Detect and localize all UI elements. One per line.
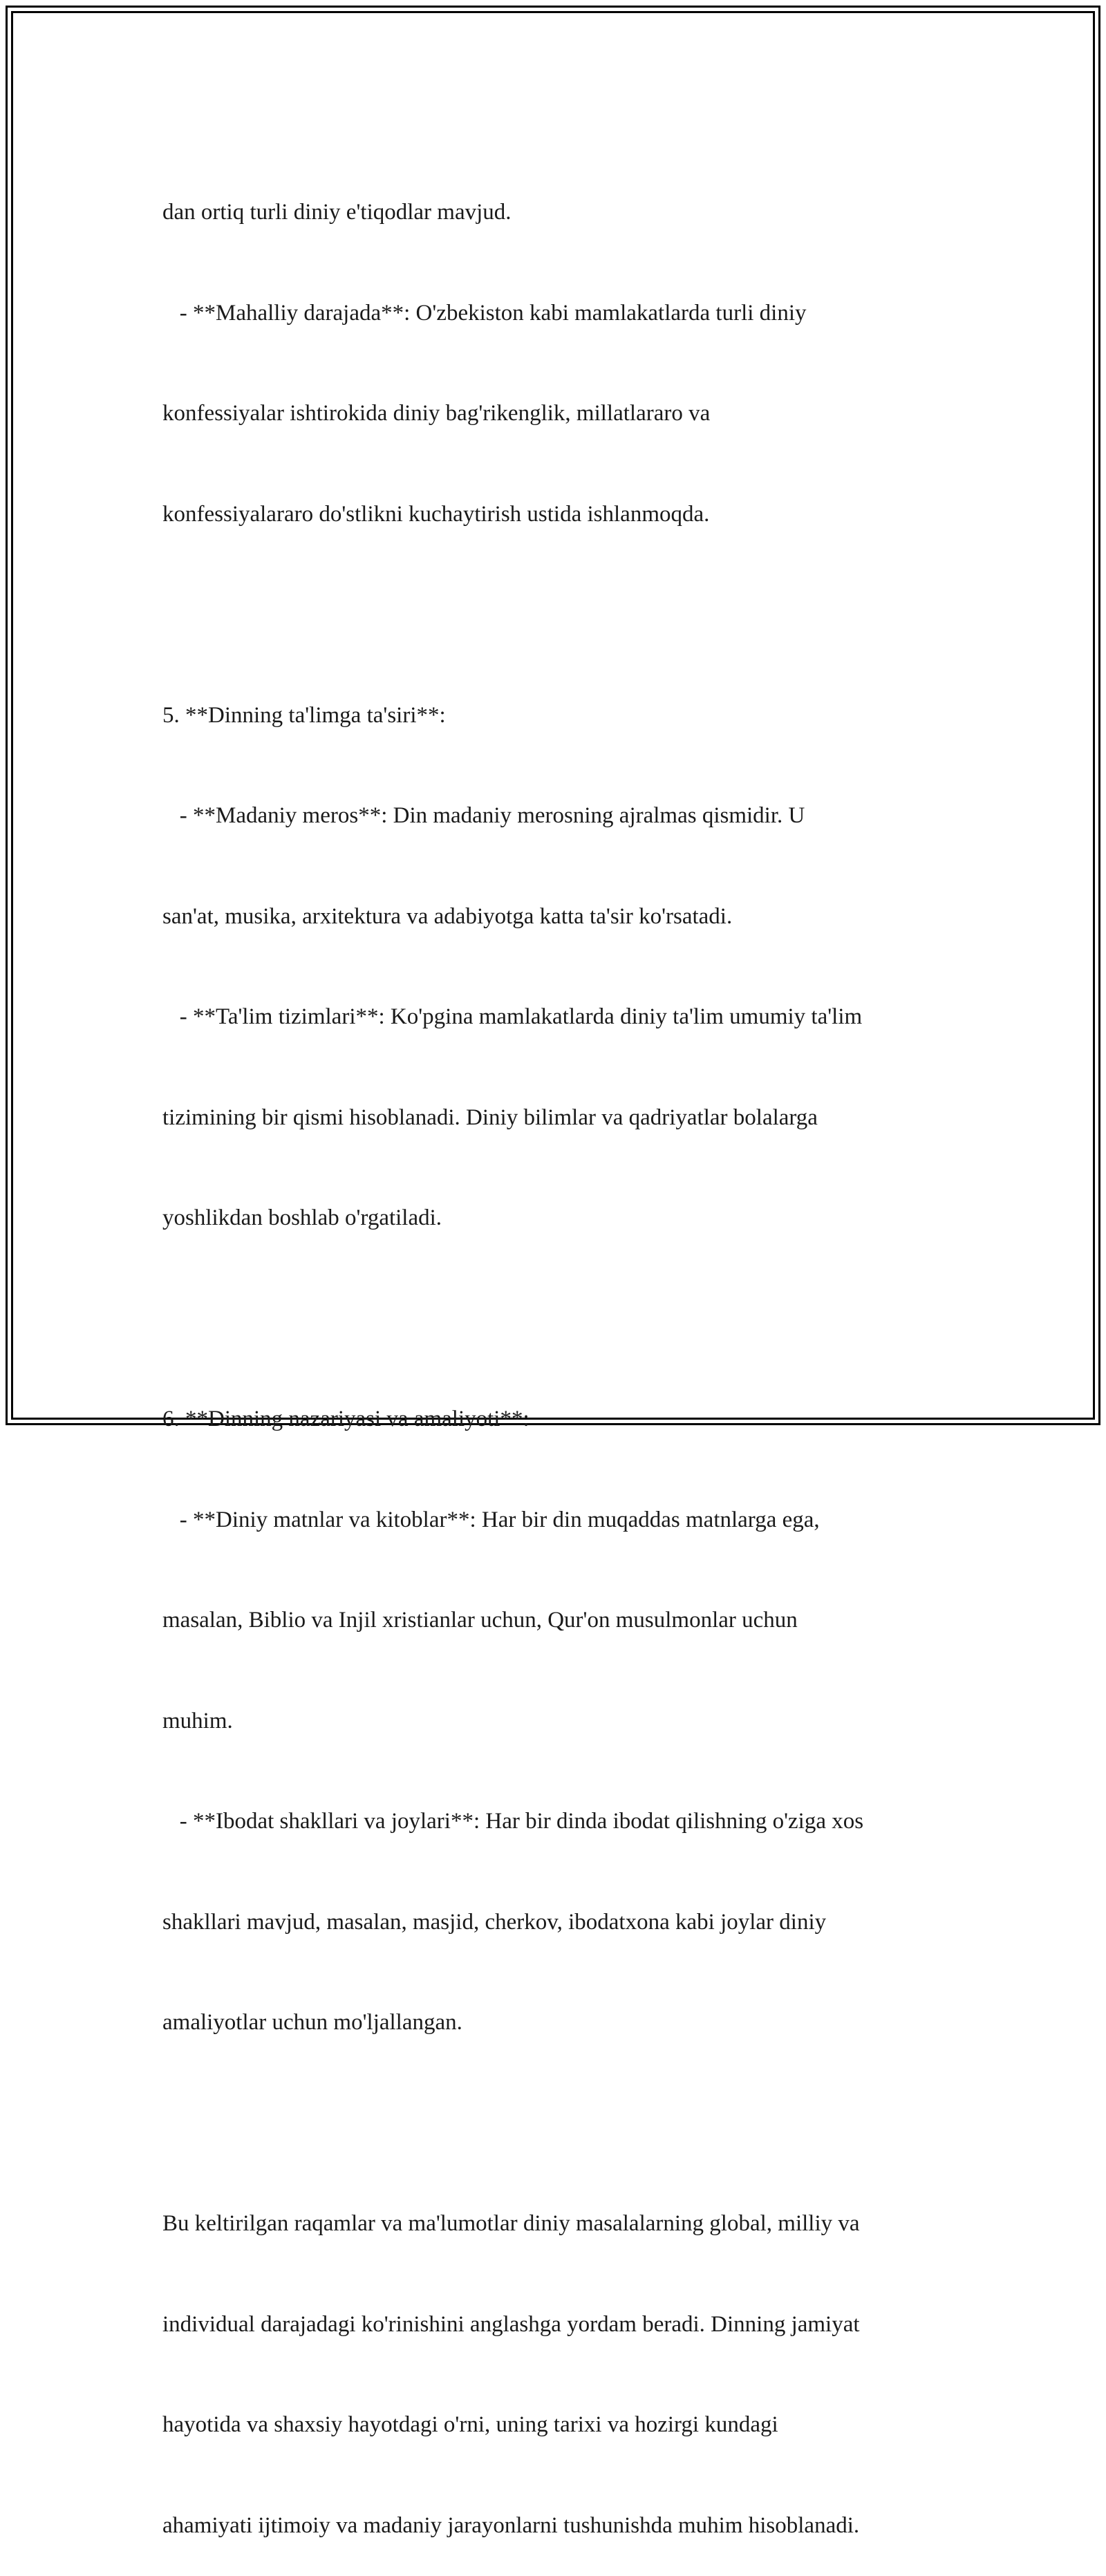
text-line: amaliyotlar uchun mo'ljallangan. xyxy=(162,2010,462,2035)
text-line: shakllari mavjud, masalan, masjid, cherkov, ibodatxona kabi joylar diniy xyxy=(162,1909,827,1935)
blank-line xyxy=(162,2107,964,2141)
text-line: konfessiyalar ishtirokida diniy bag'rikenglik, millatlararo va xyxy=(162,401,711,426)
text-line: tizimining bir qismi hisoblanadi. Diniy bilimlar va qadriyatlar bolalarga xyxy=(162,1104,818,1130)
text-line: yoshlikdan boshlab o'rgatiladi. xyxy=(162,1205,442,1230)
text-line: masalan, Biblio va Injil xristianlar uchun, Qur'on musulmonlar uchun xyxy=(162,1608,798,1633)
text-line: individual darajadagi ko'rinishini anglashga yordam beradi. Dinning jamiyat xyxy=(162,2311,860,2337)
text-line: Bu keltirilgan raqamlar va ma'lumotlar diniy masalalarning global, milliy va xyxy=(162,2211,860,2236)
section-heading: 6. **Dinning nazariyasi va amaliyoti**: xyxy=(162,1407,529,1431)
blank-line xyxy=(162,1302,964,1336)
section-heading: 5. **Dinning ta'limga ta'siri**: xyxy=(162,702,446,728)
text-line: hayotida va shaxsiy hayotdagi o'rni, uning tarixi va hozirgi kundagi xyxy=(162,2412,778,2437)
text-line: muhim. xyxy=(162,1708,233,1733)
text-line: - **Madaniy meros**: Din madaniy merosning ajralmas qismidir. U xyxy=(162,803,805,828)
text-line: - **Ibodat shakllari va joylari**: Har bir dinda ibodat qilishning o'ziga xos xyxy=(162,1809,864,1834)
text-line: dan ortiq turli diniy e'tiqodlar mavjud. xyxy=(162,200,512,225)
document-body xyxy=(162,129,964,2576)
text-line: san'at, musika, arxitektura va adabiyotga katta ta'sir ko'rsatadi. xyxy=(162,903,733,929)
text-line: - **Ta'lim tizimlari**: Ko'pgina mamlakatlarda diniy ta'lim umumiy ta'lim xyxy=(162,1004,863,1029)
text-line: - **Diniy matnlar va kitoblar**: Har bir din muqaddas matnlarga ega, xyxy=(162,1507,820,1532)
text-line: - **Mahalliy darajada**: O'zbekiston kabi mamlakatlarda turli diniy xyxy=(162,300,807,326)
blank-line xyxy=(162,598,964,632)
text-line: konfessiyalararo do'stlikni kuchaytirish ustida ishlanmoqda. xyxy=(162,501,710,527)
text-line: ahamiyati ijtimoiy va madaniy jarayonlarni tushunishda muhim hisoblanadi. xyxy=(162,2512,860,2538)
